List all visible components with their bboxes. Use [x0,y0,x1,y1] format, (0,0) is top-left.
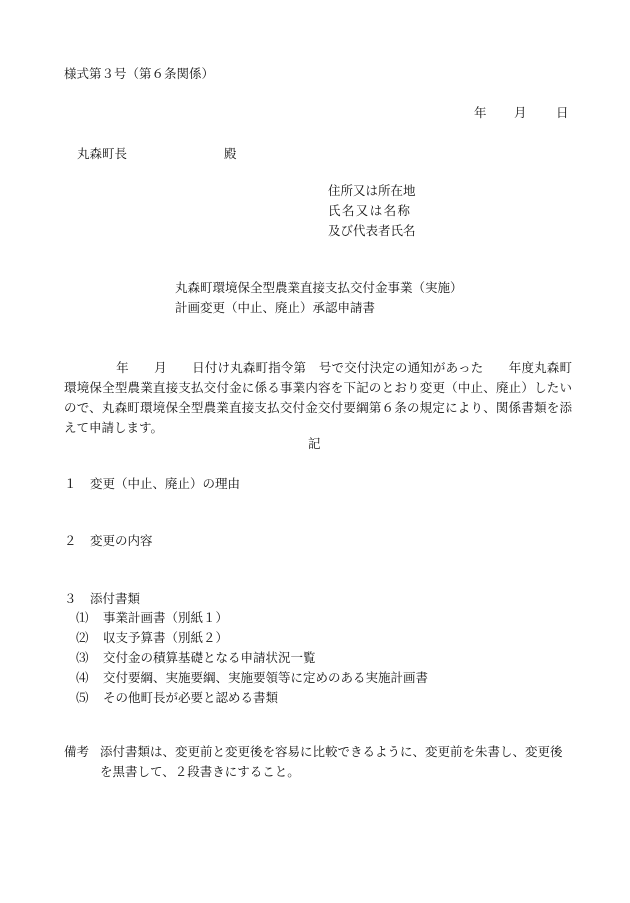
applicant-name: 氏名又は名称 [328,203,412,218]
attachment-number: ⑴ [76,610,89,625]
date-month: 月 [514,105,527,120]
attachment-number: ⑵ [76,630,89,645]
section-label: 変更の内容 [90,533,153,548]
section-label: 変更（中止、廃止）の理由 [90,476,241,491]
form-number: 様式第３号（第６条関係） [64,66,215,81]
date-year: 年 [474,105,487,120]
note-text: 添付書類は、変更前と変更後を容易に比較できるように、変更前を朱書し、変更後を黒書して、２段書きにすること。 [100,744,563,779]
attachment-label: 収支予算書（別紙２） [103,630,229,645]
body-line-1: 年 月 日付け丸森町指令第 号で交付決定の通知があった 年度 [116,360,535,375]
addressee-honorific: 殿 [224,146,237,161]
title-line-1: 丸森町環境保全型農業直接支払交付金事業（実施） [175,280,463,295]
title-line-2: 計画変更（中止、廃止）承認申請書 [175,300,376,315]
body-rest: 丸森町環境保全型農業直接支払交付金に係る事業内容を下記のとおり変更（中止、廃止）したいので、丸森町環境保全型農業直接支払交付金交付要綱第６条の規定により、関係書類を添えて申請します。 [64,360,572,435]
applicant-address: 住所又は所在地 [328,183,416,198]
attachment-label: 交付金の積算基礎となる申請状況一覧 [103,650,316,665]
attachment-number: ⑶ [76,650,89,665]
body-paragraph [64,358,572,438]
applicant-representative: 及び代表者氏名 [328,223,416,238]
note-label: 備考 [64,744,90,759]
section-number: １ [64,476,77,491]
ki-marker: 記 [308,436,321,451]
addressee-name: 丸森町長 [77,146,128,161]
attachment-label: その他町長が必要と認める書類 [103,690,279,705]
attachment-number: ⑸ [76,690,89,705]
attachment-label: 事業計画書（別紙１） [103,610,229,625]
attachment-label: 交付要綱、実施要綱、実施要領等に定めのある実施計画書 [103,670,429,685]
section-number: ２ [64,533,77,548]
date-day: 日 [556,105,569,120]
section-number: ３ [64,591,77,606]
section-label: 添付書類 [90,591,141,606]
attachment-number: ⑷ [76,670,89,685]
